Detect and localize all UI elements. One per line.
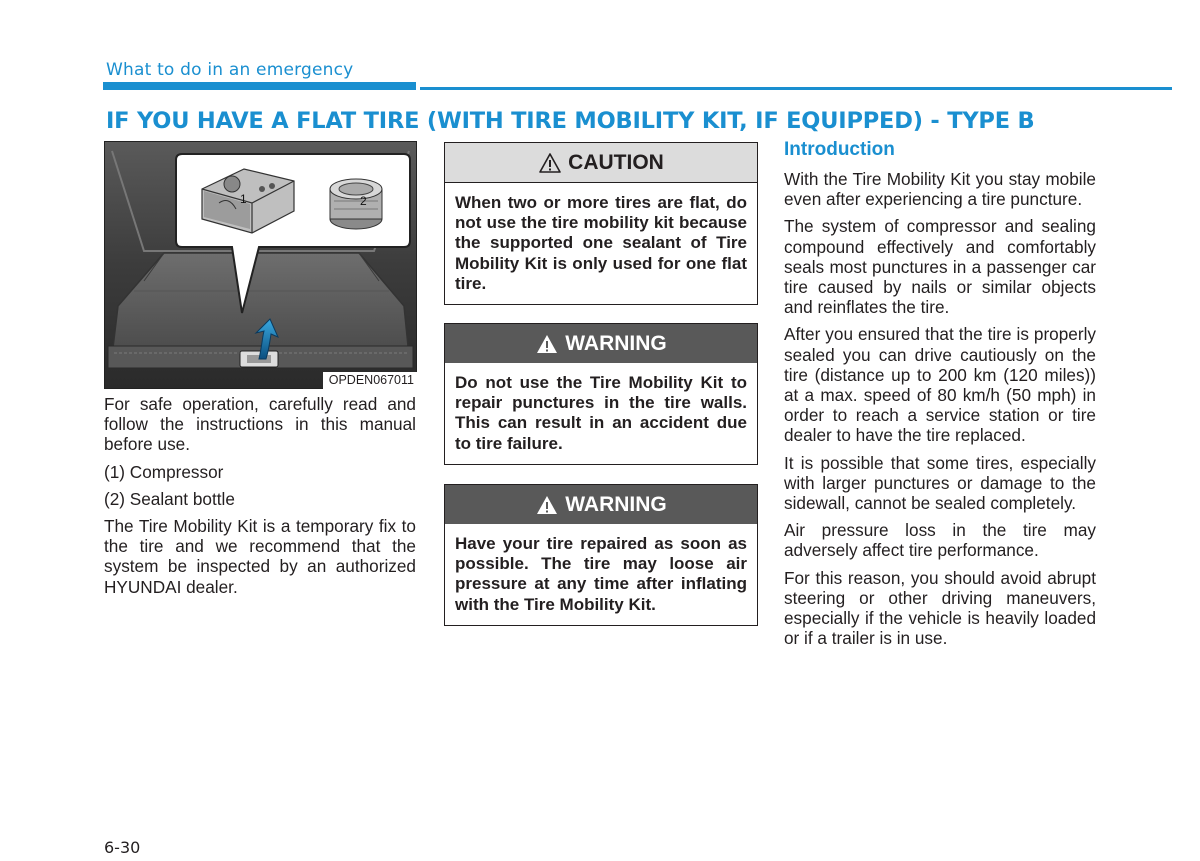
paragraph: It is possible that some tires, especially with larger punctures or damage to the sidewall, cannot be sealed completely. <box>784 452 1096 514</box>
warning-header <box>445 485 757 524</box>
trunk-illustration <box>104 141 417 389</box>
left-column <box>104 394 416 604</box>
warning-box <box>444 484 758 626</box>
paragraph: (2) Sealant bottle <box>104 488 235 509</box>
figure-code: OPDEN067011 <box>323 372 417 389</box>
caution-box <box>444 142 758 305</box>
warning-text: Do not use the Tire Mobility Kit to repair punctures in the tire walls. This can result in an accident due to tire failure. <box>455 373 747 453</box>
paragraph: For this reason, you should avoid abrupt steering or other driving maneuvers, especially if the vehicle is heavily loaded or if a trailer is in use. <box>784 567 1096 649</box>
warning-triangle-icon <box>535 494 559 516</box>
sealant-bottle-illustration <box>330 179 382 229</box>
trunk-drawing <box>104 141 417 389</box>
paragraph: Air pressure loss in the tire may adversely affect tire performance. <box>784 520 1096 561</box>
caution-header <box>445 143 757 182</box>
header-rule-thin <box>420 87 1172 90</box>
paragraph: The Tire Mobility Kit is a temporary fix to the tire and we recommend that the system be inspected by an authorized HYUNDAI dealer. <box>104 516 416 597</box>
paragraph: After you ensured that the tire is properly sealed you can drive cautiously on the tire (distance up to 200 km (120 miles)) at a max. speed of 80 km/h (50 mph) in order to reach a service station or tire dealer to have the tire replaced. <box>784 324 1096 446</box>
paragraph: With the Tire Mobility Kit you stay mobile even after experiencing a tire puncture. <box>784 169 1096 210</box>
paragraph: (1) Compressor <box>104 461 224 482</box>
caution-text: When two or more tires are flat, do not use the tire mobility kit because the supported one sealant of Tire Mobility Kit is only used for one flat tire. <box>455 193 747 293</box>
warning-title: WARNING <box>565 331 667 355</box>
caution-title: CAUTION <box>568 150 664 174</box>
warning-triangle-icon <box>538 152 562 174</box>
paragraph: For safe operation, carefully read and follow the instructions in this manual before use. <box>104 394 416 455</box>
page-number: 6-30 <box>104 838 141 857</box>
section-label: What to do in an emergency <box>106 60 354 80</box>
page-title: IF YOU HAVE A FLAT TIRE (WITH TIRE MOBILITY KIT, IF EQUIPPED) - TYPE B <box>106 108 1035 134</box>
warning-box <box>444 323 758 465</box>
introduction-heading: Introduction <box>784 139 895 160</box>
warning-triangle-icon <box>535 333 559 355</box>
warning-text: Have your tire repaired as soon as possible. The tire may loose air pressure at any time after inflating with the Tire Mobility Kit. <box>455 534 747 614</box>
paragraph: The system of compressor and sealing compound effectively and comfortably seals most punctures in a passenger car tire caused by nails or similar objects and reinflates the tire. <box>784 216 1096 318</box>
warning-title: WARNING <box>565 492 667 516</box>
callout-1: 1 <box>240 192 247 206</box>
callout-2: 2 <box>360 194 367 208</box>
right-column <box>784 169 1096 655</box>
header-rule-thick <box>103 82 416 90</box>
warning-header <box>445 324 757 363</box>
